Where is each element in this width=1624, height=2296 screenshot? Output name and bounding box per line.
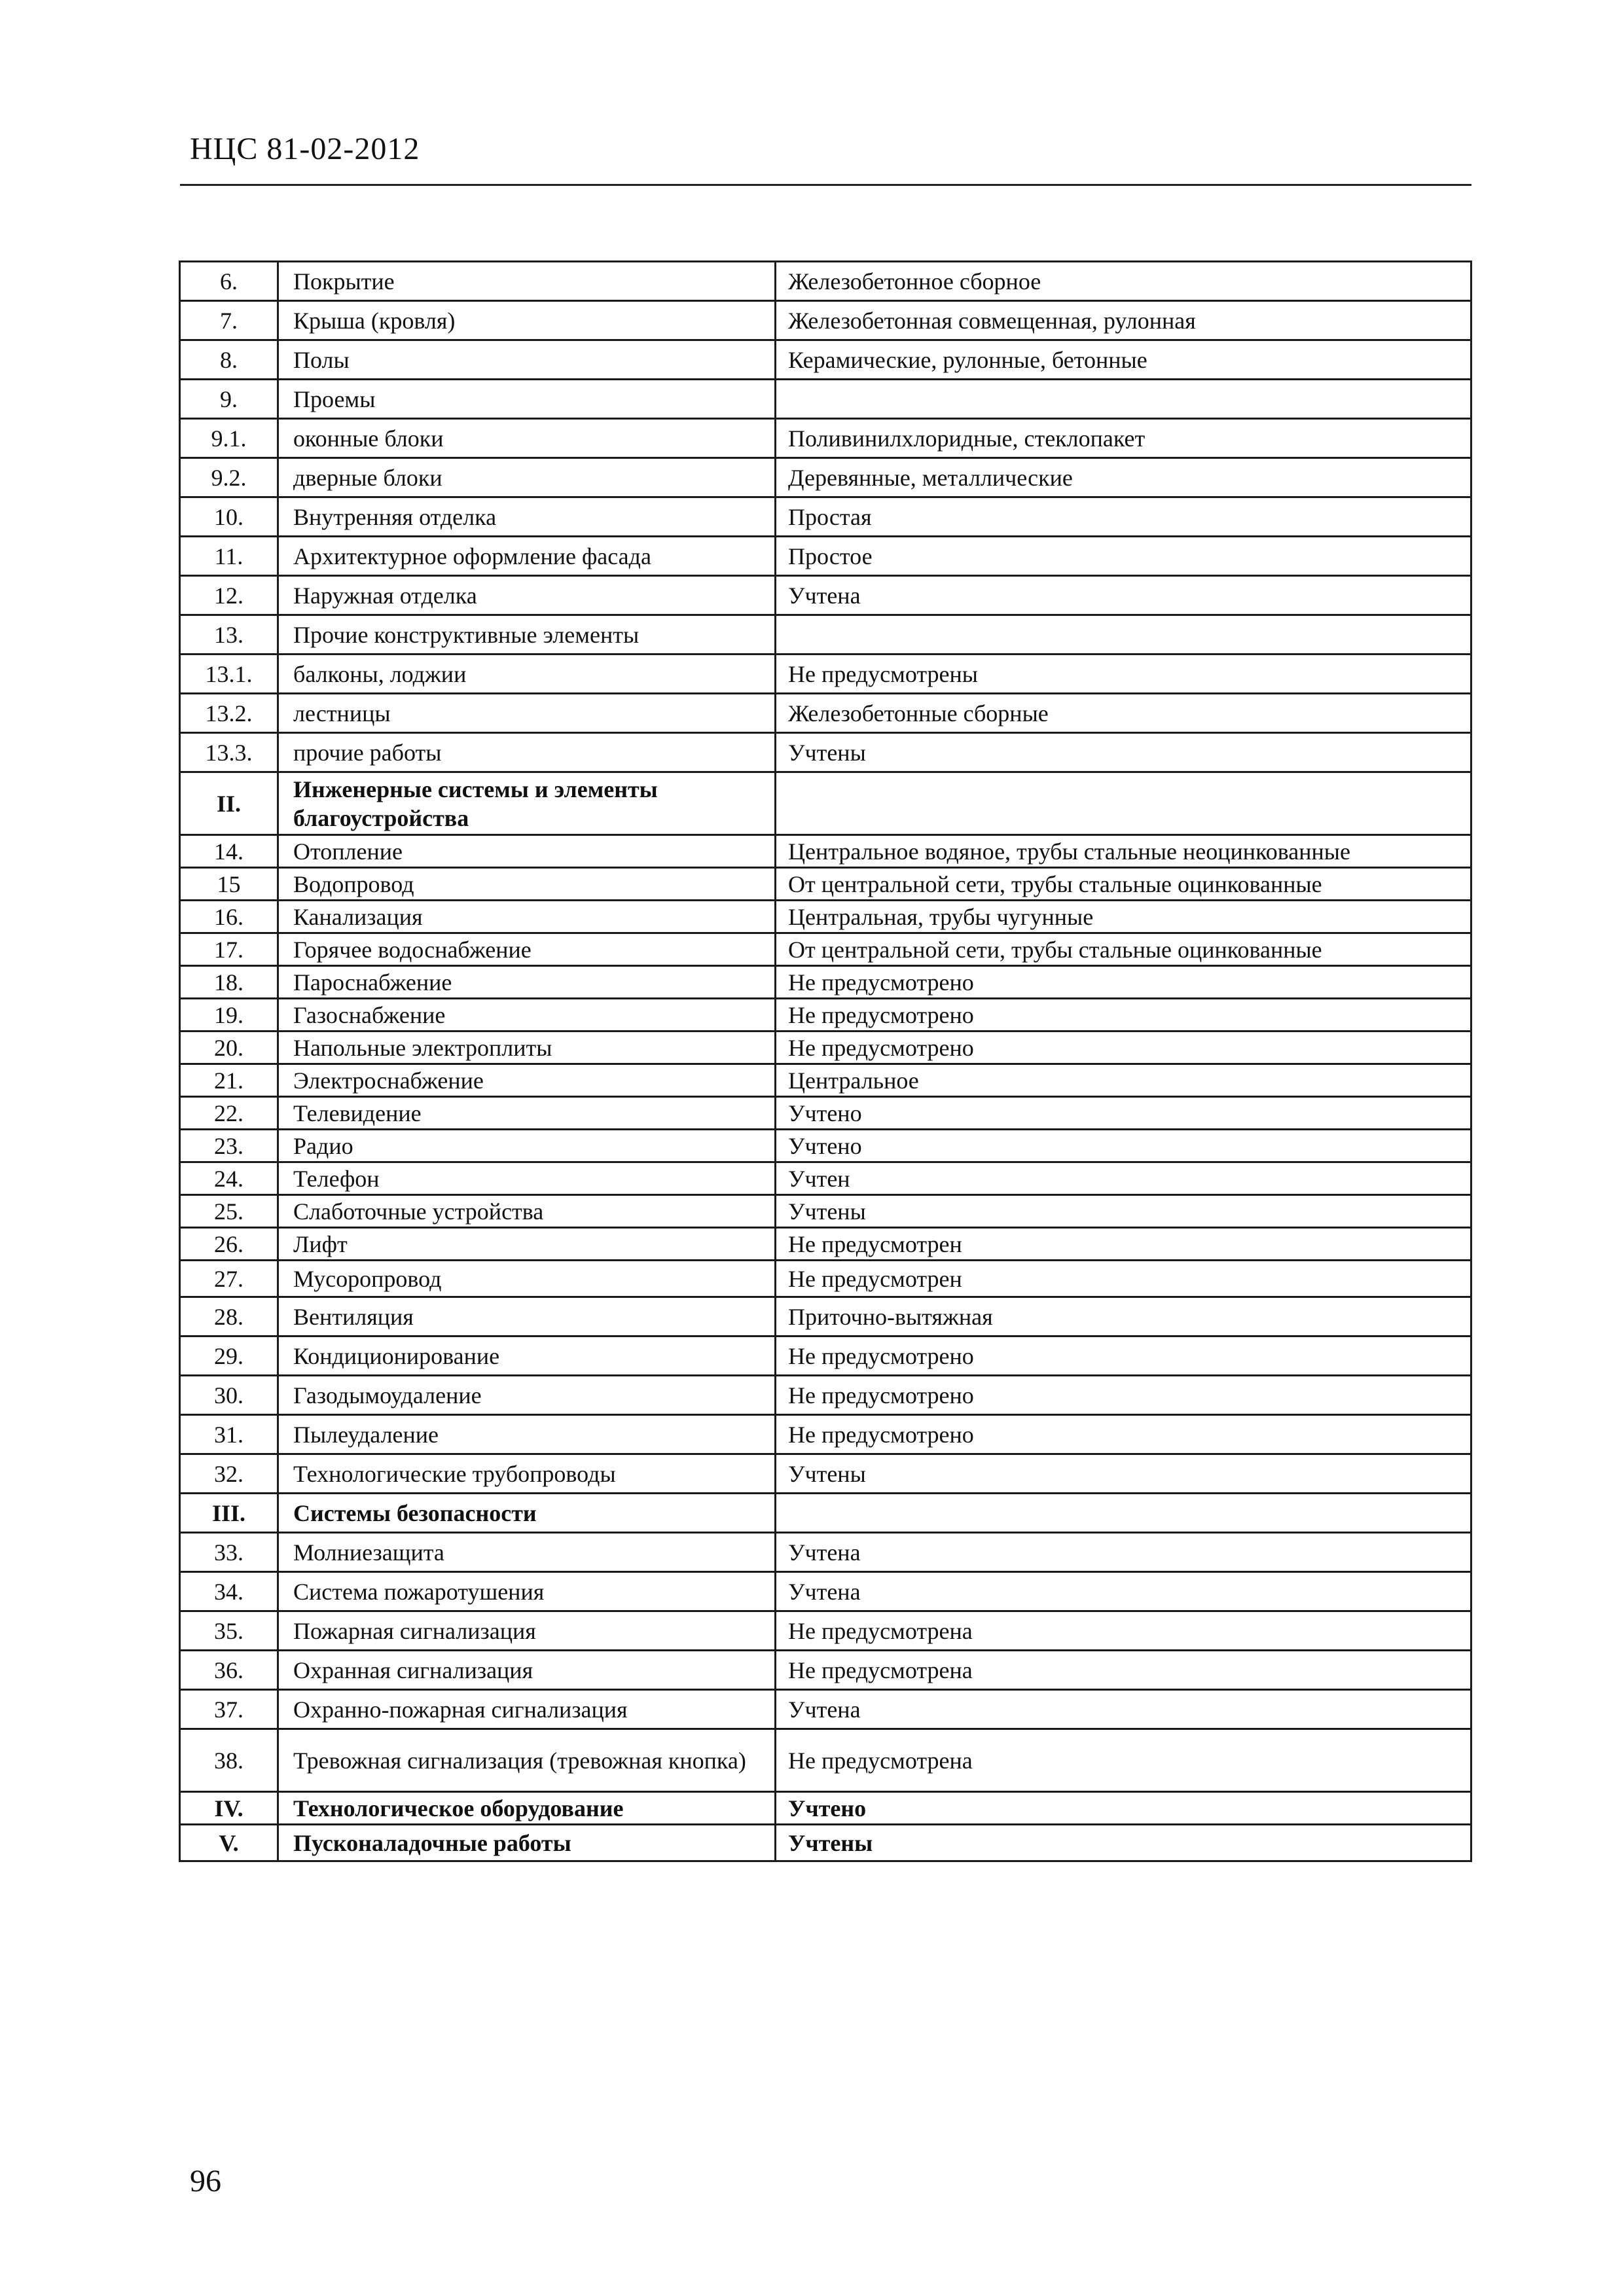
table-row bbox=[180, 1494, 1471, 1533]
item-value-cell: Учтено bbox=[776, 1792, 1471, 1825]
item-name-cell: дверные блоки bbox=[278, 458, 776, 497]
item-name-cell: Пароснабжение bbox=[278, 966, 776, 999]
item-name-cell: балконы, лоджии bbox=[278, 655, 776, 694]
table-row bbox=[180, 1792, 1471, 1825]
item-value-cell: Не предусмотрено bbox=[776, 1415, 1471, 1454]
item-value-cell: Железобетонное сборное bbox=[776, 262, 1471, 301]
item-number-cell: 24. bbox=[180, 1162, 278, 1195]
table-row bbox=[180, 999, 1471, 1031]
item-name-cell: Мусоропровод bbox=[278, 1261, 776, 1297]
item-value-cell: Не предусмотрено bbox=[776, 1031, 1471, 1064]
table-row bbox=[180, 262, 1471, 301]
item-number-cell: 11. bbox=[180, 537, 278, 576]
item-name-cell: Напольные электроплиты bbox=[278, 1031, 776, 1064]
item-number-cell: 27. bbox=[180, 1261, 278, 1297]
table-row bbox=[180, 868, 1471, 901]
table-row bbox=[180, 655, 1471, 694]
item-value-cell: Центральное bbox=[776, 1064, 1471, 1097]
item-value-cell: Учтена bbox=[776, 1572, 1471, 1611]
item-number-cell: 9.2. bbox=[180, 458, 278, 497]
item-value-cell: Учтено bbox=[776, 1097, 1471, 1130]
table-row bbox=[180, 1228, 1471, 1261]
table-row bbox=[180, 1825, 1471, 1861]
table-row bbox=[180, 537, 1471, 576]
item-name-cell: Пусконаладочные работы bbox=[278, 1825, 776, 1861]
item-name-cell: Крыша (кровля) bbox=[278, 301, 776, 340]
table-row bbox=[180, 380, 1471, 419]
item-number-cell: 13.1. bbox=[180, 655, 278, 694]
table-row bbox=[180, 1064, 1471, 1097]
item-name-cell: лестницы bbox=[278, 694, 776, 733]
table-row bbox=[180, 1261, 1471, 1297]
item-name-cell: Проемы bbox=[278, 380, 776, 419]
item-number-cell: 13.2. bbox=[180, 694, 278, 733]
item-name-cell: Покрытие bbox=[278, 262, 776, 301]
item-value-cell: Учтена bbox=[776, 576, 1471, 615]
item-number-cell: 10. bbox=[180, 497, 278, 537]
table-row bbox=[180, 1572, 1471, 1611]
item-name-cell: Лифт bbox=[278, 1228, 776, 1261]
item-name-cell: Технологическое оборудование bbox=[278, 1792, 776, 1825]
table-row bbox=[180, 1690, 1471, 1729]
item-name-cell: Радио bbox=[278, 1130, 776, 1162]
item-value-cell: Простая bbox=[776, 497, 1471, 537]
item-name-cell: Телефон bbox=[278, 1162, 776, 1195]
item-name-cell: Тревожная сигнализация (тревожная кнопка) bbox=[278, 1729, 776, 1792]
item-number-cell: 32. bbox=[180, 1454, 278, 1494]
document-code: НЦС 81-02-2012 bbox=[190, 132, 420, 166]
item-number-cell: 12. bbox=[180, 576, 278, 615]
item-number-cell: 17. bbox=[180, 933, 278, 966]
item-name-cell: Инженерные системы и элементы благоустройства bbox=[278, 772, 776, 835]
table-body bbox=[180, 262, 1471, 1861]
item-number-cell: 26. bbox=[180, 1228, 278, 1261]
item-name-cell: Наружная отделка bbox=[278, 576, 776, 615]
item-name-cell: Слаботочные устройства bbox=[278, 1195, 776, 1228]
table-row bbox=[180, 772, 1471, 835]
item-name-cell: Вентиляция bbox=[278, 1297, 776, 1336]
item-number-cell: 25. bbox=[180, 1195, 278, 1228]
item-number-cell: 6. bbox=[180, 262, 278, 301]
item-number-cell: 22. bbox=[180, 1097, 278, 1130]
item-number-cell: 28. bbox=[180, 1297, 278, 1336]
item-name-cell: Архитектурное оформление фасада bbox=[278, 537, 776, 576]
item-number-cell: 9.1. bbox=[180, 419, 278, 458]
table-row bbox=[180, 1130, 1471, 1162]
table-row bbox=[180, 1031, 1471, 1064]
item-value-cell: Учтены bbox=[776, 733, 1471, 772]
item-value-cell: Учтена bbox=[776, 1533, 1471, 1572]
item-value-cell: Деревянные, металлические bbox=[776, 458, 1471, 497]
page-number: 96 bbox=[190, 2164, 221, 2198]
table-row bbox=[180, 497, 1471, 537]
item-number-cell: 36. bbox=[180, 1651, 278, 1690]
item-value-cell bbox=[776, 772, 1471, 835]
item-value-cell: Не предусмотрено bbox=[776, 1336, 1471, 1376]
item-number-cell: 9. bbox=[180, 380, 278, 419]
table-row bbox=[180, 419, 1471, 458]
item-value-cell: Простое bbox=[776, 537, 1471, 576]
item-number-cell: 37. bbox=[180, 1690, 278, 1729]
table-row bbox=[180, 835, 1471, 868]
item-value-cell: Не предусмотрена bbox=[776, 1651, 1471, 1690]
item-number-cell: 16. bbox=[180, 901, 278, 933]
table-row bbox=[180, 901, 1471, 933]
item-name-cell: Газодымоудаление bbox=[278, 1376, 776, 1415]
item-number-cell: II. bbox=[180, 772, 278, 835]
item-value-cell: Учтено bbox=[776, 1130, 1471, 1162]
item-number-cell: 35. bbox=[180, 1611, 278, 1651]
table-row bbox=[180, 1729, 1471, 1792]
table-row bbox=[180, 933, 1471, 966]
specification-table-container bbox=[179, 260, 1470, 1862]
item-number-cell: 29. bbox=[180, 1336, 278, 1376]
item-name-cell: Кондиционирование bbox=[278, 1336, 776, 1376]
item-number-cell: 33. bbox=[180, 1533, 278, 1572]
item-name-cell: Система пожаротушения bbox=[278, 1572, 776, 1611]
table-row bbox=[180, 576, 1471, 615]
table-row bbox=[180, 1336, 1471, 1376]
item-value-cell: Центральное водяное, трубы стальные неоцинкованные bbox=[776, 835, 1471, 868]
item-number-cell: III. bbox=[180, 1494, 278, 1533]
item-name-cell: Охранная сигнализация bbox=[278, 1651, 776, 1690]
item-number-cell: 23. bbox=[180, 1130, 278, 1162]
item-value-cell: Учтен bbox=[776, 1162, 1471, 1195]
item-number-cell: 19. bbox=[180, 999, 278, 1031]
item-number-cell: 21. bbox=[180, 1064, 278, 1097]
item-value-cell: Учтена bbox=[776, 1690, 1471, 1729]
item-name-cell: Горячее водоснабжение bbox=[278, 933, 776, 966]
item-name-cell: Канализация bbox=[278, 901, 776, 933]
item-value-cell: Учтены bbox=[776, 1195, 1471, 1228]
item-number-cell: 34. bbox=[180, 1572, 278, 1611]
item-value-cell bbox=[776, 615, 1471, 655]
item-value-cell: Не предусмотрен bbox=[776, 1228, 1471, 1261]
item-value-cell: Железобетонные сборные bbox=[776, 694, 1471, 733]
item-number-cell: IV. bbox=[180, 1792, 278, 1825]
item-number-cell: 13.3. bbox=[180, 733, 278, 772]
item-value-cell: Не предусмотрено bbox=[776, 999, 1471, 1031]
item-value-cell bbox=[776, 380, 1471, 419]
item-value-cell: Железобетонная совмещенная, рулонная bbox=[776, 301, 1471, 340]
item-number-cell: 15 bbox=[180, 868, 278, 901]
item-number-cell: 7. bbox=[180, 301, 278, 340]
item-number-cell: 38. bbox=[180, 1729, 278, 1792]
item-number-cell: 13. bbox=[180, 615, 278, 655]
item-value-cell: Не предусмотрен bbox=[776, 1261, 1471, 1297]
table-row bbox=[180, 340, 1471, 380]
item-value-cell: Не предусмотрено bbox=[776, 966, 1471, 999]
item-name-cell: Прочие конструктивные элементы bbox=[278, 615, 776, 655]
item-value-cell: Поливинилхлоридные, стеклопакет bbox=[776, 419, 1471, 458]
item-value-cell: От центральной сети, трубы стальные оцинкованные bbox=[776, 933, 1471, 966]
item-number-cell: 30. bbox=[180, 1376, 278, 1415]
item-name-cell: Полы bbox=[278, 340, 776, 380]
item-name-cell: Газоснабжение bbox=[278, 999, 776, 1031]
item-number-cell: 18. bbox=[180, 966, 278, 999]
header-divider bbox=[180, 184, 1471, 186]
table-row bbox=[180, 1097, 1471, 1130]
table-row bbox=[180, 1533, 1471, 1572]
item-number-cell: 14. bbox=[180, 835, 278, 868]
item-number-cell: 31. bbox=[180, 1415, 278, 1454]
table-row bbox=[180, 966, 1471, 999]
item-name-cell: оконные блоки bbox=[278, 419, 776, 458]
item-name-cell: прочие работы bbox=[278, 733, 776, 772]
item-value-cell: Не предусмотрена bbox=[776, 1611, 1471, 1651]
item-name-cell: Электроснабжение bbox=[278, 1064, 776, 1097]
table-row bbox=[180, 1454, 1471, 1494]
item-value-cell: Учтены bbox=[776, 1825, 1471, 1861]
table-row bbox=[180, 458, 1471, 497]
table-row bbox=[180, 1195, 1471, 1228]
item-name-cell: Пылеудаление bbox=[278, 1415, 776, 1454]
item-name-cell: Молниезащита bbox=[278, 1533, 776, 1572]
item-value-cell: Учтены bbox=[776, 1454, 1471, 1494]
item-value-cell: Керамические, рулонные, бетонные bbox=[776, 340, 1471, 380]
item-value-cell: Не предусмотрена bbox=[776, 1729, 1471, 1792]
item-name-cell: Телевидение bbox=[278, 1097, 776, 1130]
table-row bbox=[180, 615, 1471, 655]
item-name-cell: Пожарная сигнализация bbox=[278, 1611, 776, 1651]
item-value-cell: Не предусмотрено bbox=[776, 1376, 1471, 1415]
table-row bbox=[180, 733, 1471, 772]
item-value-cell bbox=[776, 1494, 1471, 1533]
item-number-cell: 20. bbox=[180, 1031, 278, 1064]
item-number-cell: V. bbox=[180, 1825, 278, 1861]
item-value-cell: Не предусмотрены bbox=[776, 655, 1471, 694]
table-row bbox=[180, 1297, 1471, 1336]
item-name-cell: Системы безопасности bbox=[278, 1494, 776, 1533]
item-value-cell: Приточно-вытяжная bbox=[776, 1297, 1471, 1336]
item-name-cell: Водопровод bbox=[278, 868, 776, 901]
item-value-cell: Центральная, трубы чугунные bbox=[776, 901, 1471, 933]
table-row bbox=[180, 1651, 1471, 1690]
item-name-cell: Технологические трубопроводы bbox=[278, 1454, 776, 1494]
item-number-cell: 8. bbox=[180, 340, 278, 380]
specification-table bbox=[179, 260, 1472, 1862]
item-value-cell: От центральной сети, трубы стальные оцинкованные bbox=[776, 868, 1471, 901]
table-row bbox=[180, 1376, 1471, 1415]
item-name-cell: Отопление bbox=[278, 835, 776, 868]
table-row bbox=[180, 301, 1471, 340]
table-row bbox=[180, 1415, 1471, 1454]
table-row bbox=[180, 694, 1471, 733]
table-row bbox=[180, 1611, 1471, 1651]
item-name-cell: Внутренняя отделка bbox=[278, 497, 776, 537]
table-row bbox=[180, 1162, 1471, 1195]
item-name-cell: Охранно-пожарная сигнализация bbox=[278, 1690, 776, 1729]
